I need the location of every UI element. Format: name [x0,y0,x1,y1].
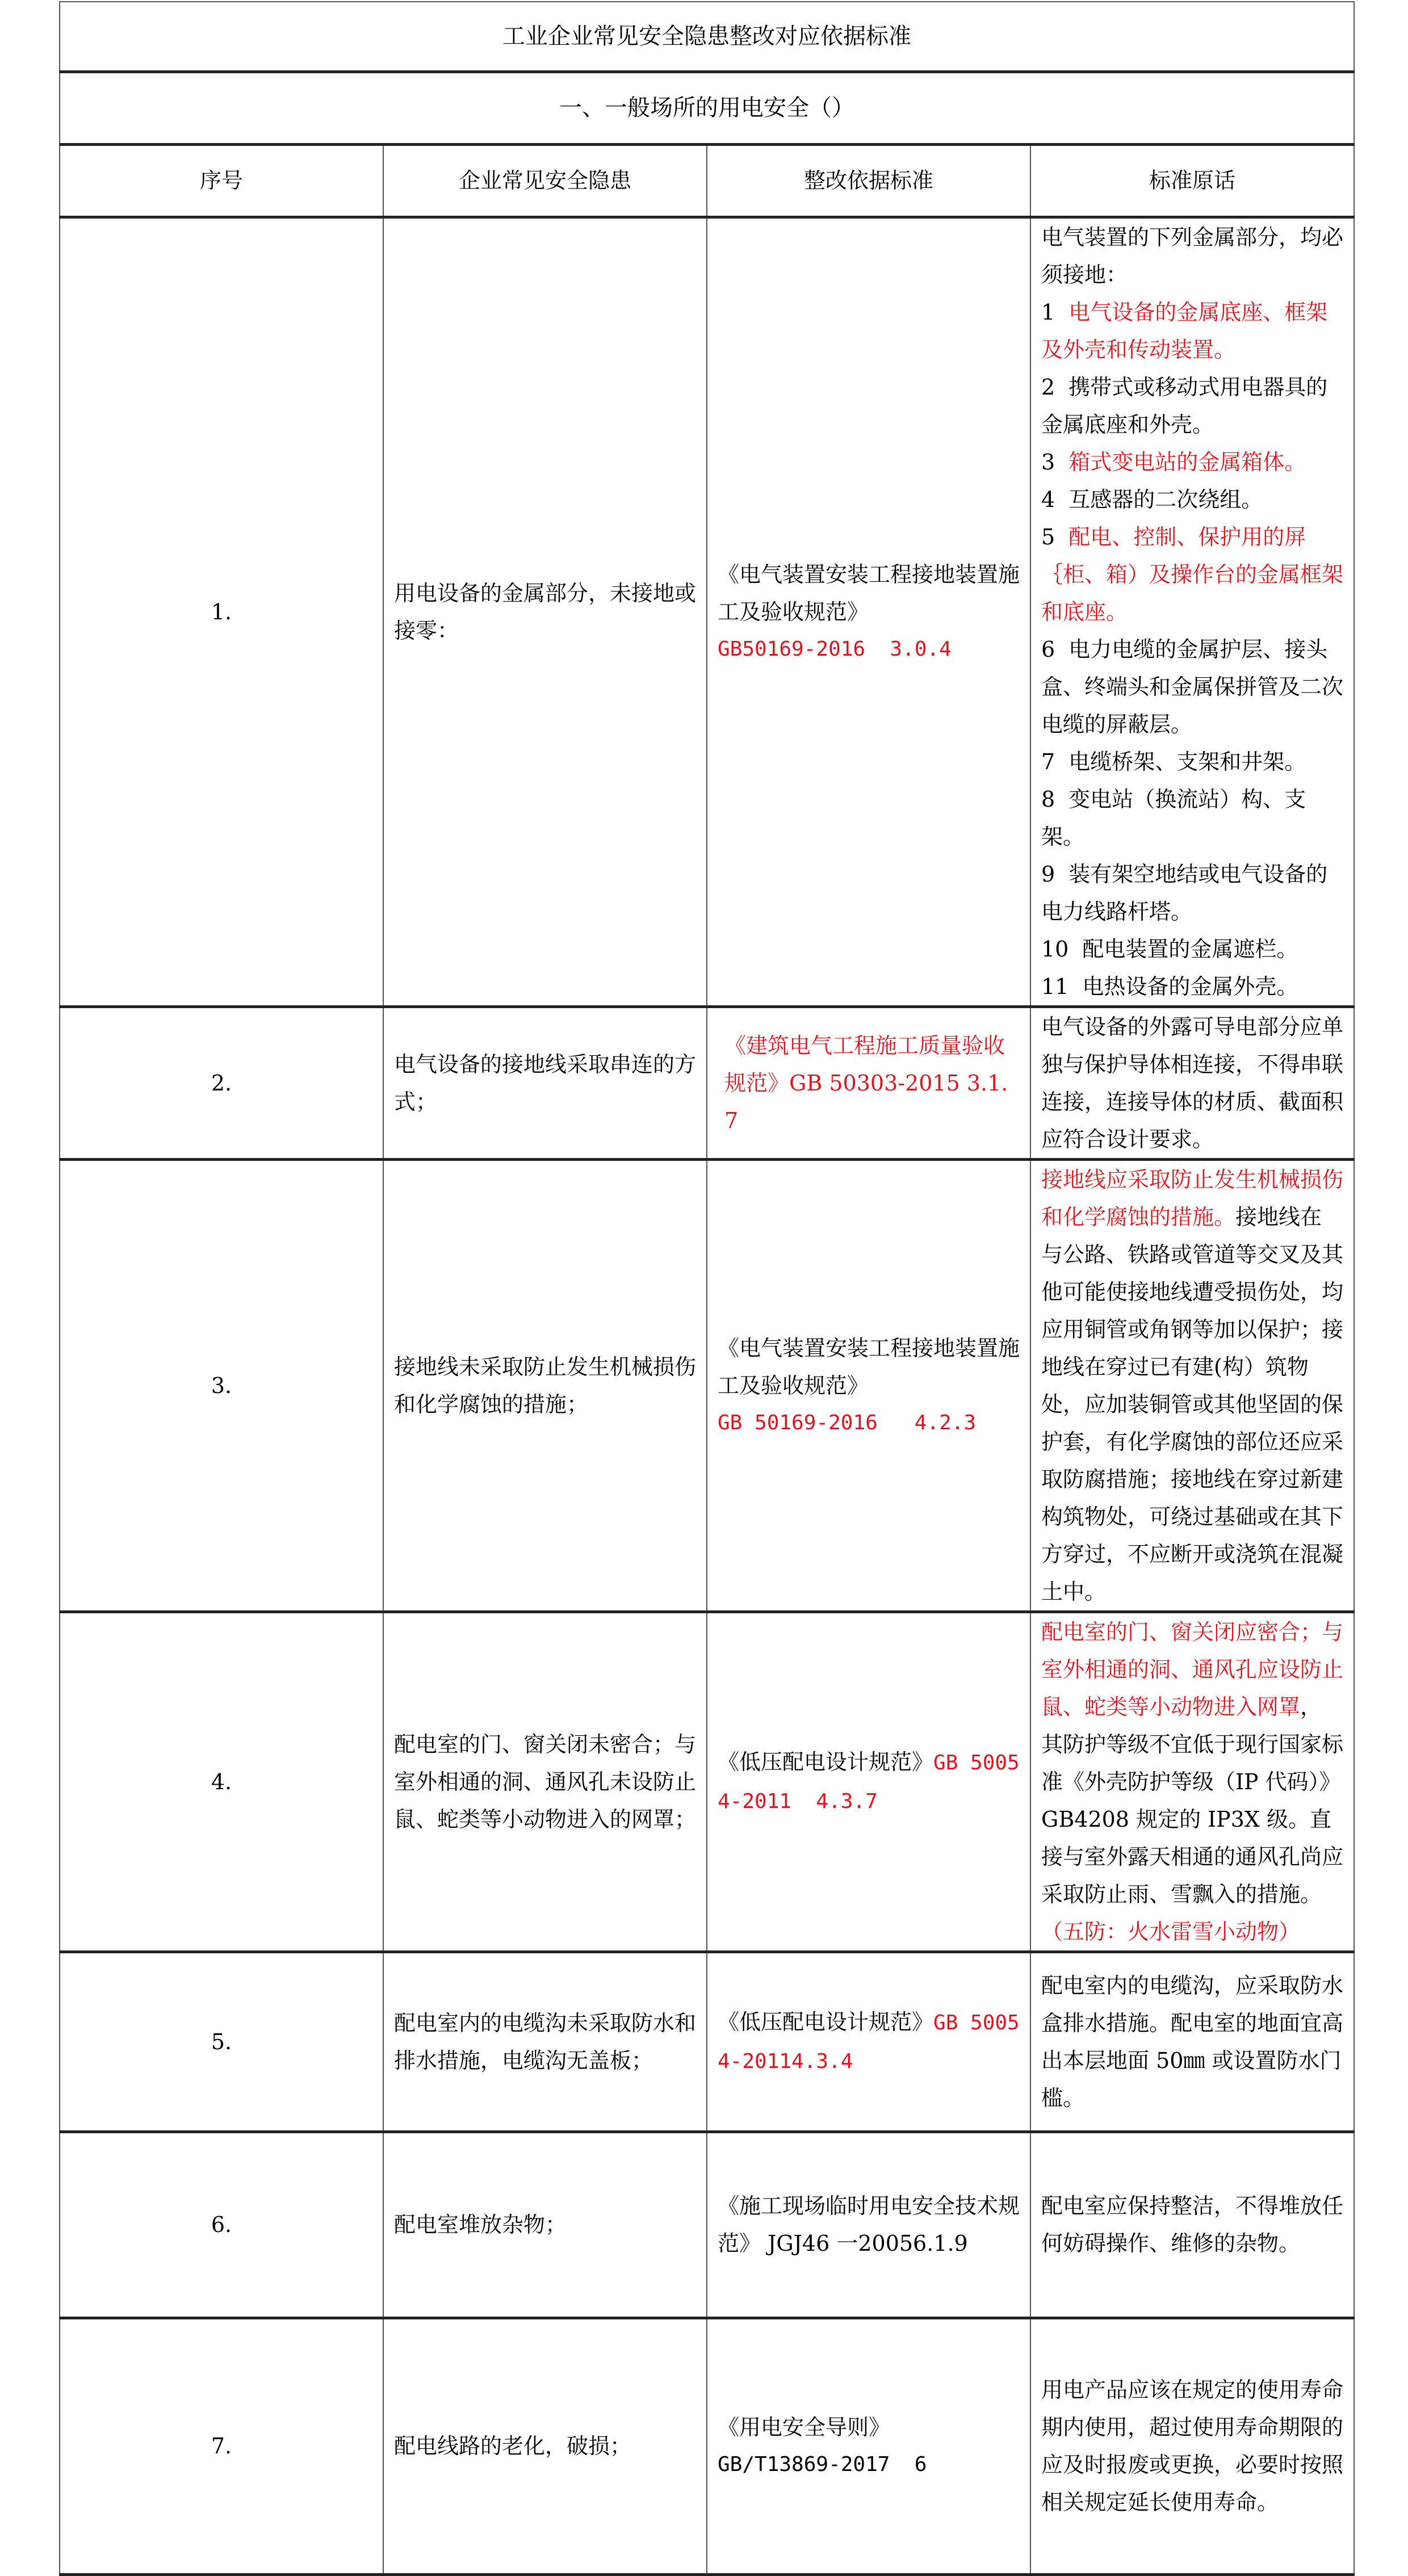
row-number: 1. [60,217,383,1006]
original-text-highlight: 接地线应采取防止发生机械损伤和化学腐蚀的措施。 [1041,1167,1344,1230]
table-row [60,1159,1354,1612]
standard-code: GB 50054-20114.3.4 [718,2011,1020,2073]
list-item-text: 配电、控制、保护用的屏｛柜、箱）及操作台的金属框架和底座。 [1041,524,1344,624]
list-item-number: 3 [1041,449,1055,475]
original-intro: 电气装置的下列金属部分，均必须接地： [1041,224,1344,287]
table-row [60,2132,1354,2318]
original-text-cell [1030,217,1354,1006]
standard-cell [707,217,1030,1006]
original-text-cell: 配电室内的电缆沟，应采取防水盒排水措施。配电室的地面宜高出本层地面 50㎜ 或设置防水门槛。 [1030,1952,1354,2132]
list-item-text: 配电装置的金属遮栏。 [1082,936,1298,962]
original-list-item [1041,443,1343,481]
list-item-number: 10 [1041,936,1069,962]
hazard-cell: 配电室的门、窗关闭未密合；与室外相通的洞、通风孔未设防止鼠、蛇类等小动物进入的网罩； [383,1612,707,1952]
hazard-cell: 用电设备的金属部分，未接地或接零： [383,217,707,1006]
hazard-cell: 配电线路的老化，破损； [383,2318,707,2574]
standard-name: 《电气装置安装工程接地装置施工及验收规范》 [718,1335,1020,1398]
standard-cell: 《建筑电气工程施工质量验收规范》GB 50303-2015 3.1.7 [707,1006,1030,1159]
row-number: 3. [60,1159,383,1612]
standard-cell: 《施工现场临时用电安全技术规范》 JGJ46 一20056.1.9 [707,2132,1030,2318]
standard-code: GB/T13869-2017 6 [718,2453,927,2476]
list-item-number: 11 [1041,974,1069,999]
hazard-standards-table [59,1,1355,2576]
standard-name: 《低压配电设计规范》 [718,2009,934,2034]
header-row [60,144,1354,217]
hazard-cell: 接地线未采取防止发生机械损伤和化学腐蚀的措施； [383,1159,707,1612]
list-item-number: 9 [1041,861,1055,887]
list-item-number: 4 [1041,486,1055,512]
table-row [60,1612,1354,1952]
list-item-number: 1 [1041,299,1055,325]
original-list-item [1041,743,1343,781]
original-text-note: （五防：火水雷雪小动物） [1041,1919,1301,1944]
standard-cell [707,1952,1030,2132]
list-item-text: 携带式或移动式用电器具的金属底座和外壳。 [1041,374,1328,437]
standard-name: 《电气装置安装工程接地装置施工及验收规范》 [718,561,1020,624]
row-number: 5. [60,1952,383,2132]
original-text-highlight: 配电室的门、窗关闭应密合；与室外相通的洞、通风孔应设防止鼠、蛇类等小动物进入网罩 [1041,1619,1344,1719]
standard-cell [707,1612,1030,1952]
original-list-item [1041,855,1343,930]
original-list-item [1041,781,1343,855]
column-header-standard: 整改依据标准 [707,144,1030,217]
table-row [60,217,1354,1006]
original-text: 接地线在与公路、铁路或管道等交叉及其他可能使接地线遭受损伤处，均应用铜管或角钢等加以保护；接地线在穿过已有建(构）筑物处，应加装铜管或其他坚固的保护套，有化学腐蚀的部位还应采取防腐措施；接地线在穿过新建构筑物处，可绕过基础或在其下方穿过，不应断开或浇筑在混凝土中。 [1041,1204,1344,1604]
column-header-hazard: 企业常见安全隐患 [383,144,707,217]
standard-cell [707,1159,1030,1612]
original-list-item [1041,518,1343,631]
original-list-item [1041,631,1343,743]
list-item-number: 2 [1041,374,1055,400]
table-row [60,1006,1354,1159]
standard-name: 《用电安全导则》 [718,2415,891,2440]
original-list-item [1041,481,1343,518]
row-number: 6. [60,2132,383,2318]
list-item-text: 电热设备的金属外壳。 [1082,974,1298,999]
original-list-item [1041,293,1343,368]
standard-cell [707,2318,1030,2574]
column-header-number: 序号 [60,144,383,217]
hazard-cell: 配电室内的电缆沟未采取防水和排水措施，电缆沟无盖板； [383,1952,707,2132]
original-text: ，其防护等级不宜低于现行国家标准《外壳防护等级（IP 代码）》GB4208 规定的 IP3X 级。直接与室外露天相通的通风孔尚应采取防止雨、雪飘入的措施。 [1041,1694,1344,1907]
original-text-cell: 电气设备的外露可导电部分应单独与保护导体相连接，不得串联连接，连接导体的材质、截面积应符合设计要求。 [1030,1006,1354,1159]
list-item-text: 电缆桥架、支架和井架。 [1068,749,1306,774]
list-item-text: 电力电缆的金属护层、接头盒、终端头和金属保拼管及二次电缆的屏蔽层。 [1041,636,1344,737]
column-header-original-text: 标准原话 [1030,144,1354,217]
standard-name: 《低压配电设计规范》 [718,1749,934,1774]
table-row [60,1952,1354,2132]
original-text-cell [1030,1612,1354,1952]
table-row [60,2318,1354,2574]
row-number: 7. [60,2318,383,2574]
list-item-number: 6 [1041,636,1055,662]
title-row [60,2,1354,72]
row-number: 2. [60,1006,383,1159]
original-text-cell [1030,1159,1354,1612]
standard-code: GB 50054-2011 4.3.7 [718,1751,1020,1813]
list-item-text: 互感器的二次绕组。 [1068,486,1263,512]
section-title: 一、一般场所的用电安全（） [60,72,1354,144]
document-title: 工业企业常见安全隐患整改对应依据标准 [60,2,1354,72]
list-item-number: 7 [1041,749,1055,774]
list-item-text: 电气设备的金属底座、框架及外壳和传动装置。 [1041,299,1328,362]
standard-code: GB 50169-2016 4.2.3 [718,1411,977,1434]
row-number: 4. [60,1612,383,1952]
original-list-item [1041,368,1343,443]
list-item-text: 箱式变电站的金属箱体。 [1068,449,1306,475]
standard-code: GB50169-2016 3.0.4 [718,637,952,661]
list-item-number: 8 [1041,786,1055,812]
original-list-item [1041,930,1343,968]
list-item-number: 5 [1041,524,1055,549]
original-text-cell: 用电产品应该在规定的使用寿命期内使用，超过使用寿命期限的应及时报废或更换，必要时按照相关规定延长使用寿命。 [1030,2318,1354,2574]
list-item-text: 变电站（换流站）构、支架。 [1041,786,1306,849]
hazard-cell: 电气设备的接地线采取串连的方式； [383,1006,707,1159]
original-list-item [1041,968,1343,1005]
original-text-cell: 配电室应保持整洁，不得堆放任何妨碍操作、维修的杂物。 [1030,2132,1354,2318]
list-item-text: 装有架空地结或电气设备的电力线路杆塔。 [1041,861,1328,924]
hazard-cell: 配电室堆放杂物； [383,2132,707,2318]
section-row [60,72,1354,144]
